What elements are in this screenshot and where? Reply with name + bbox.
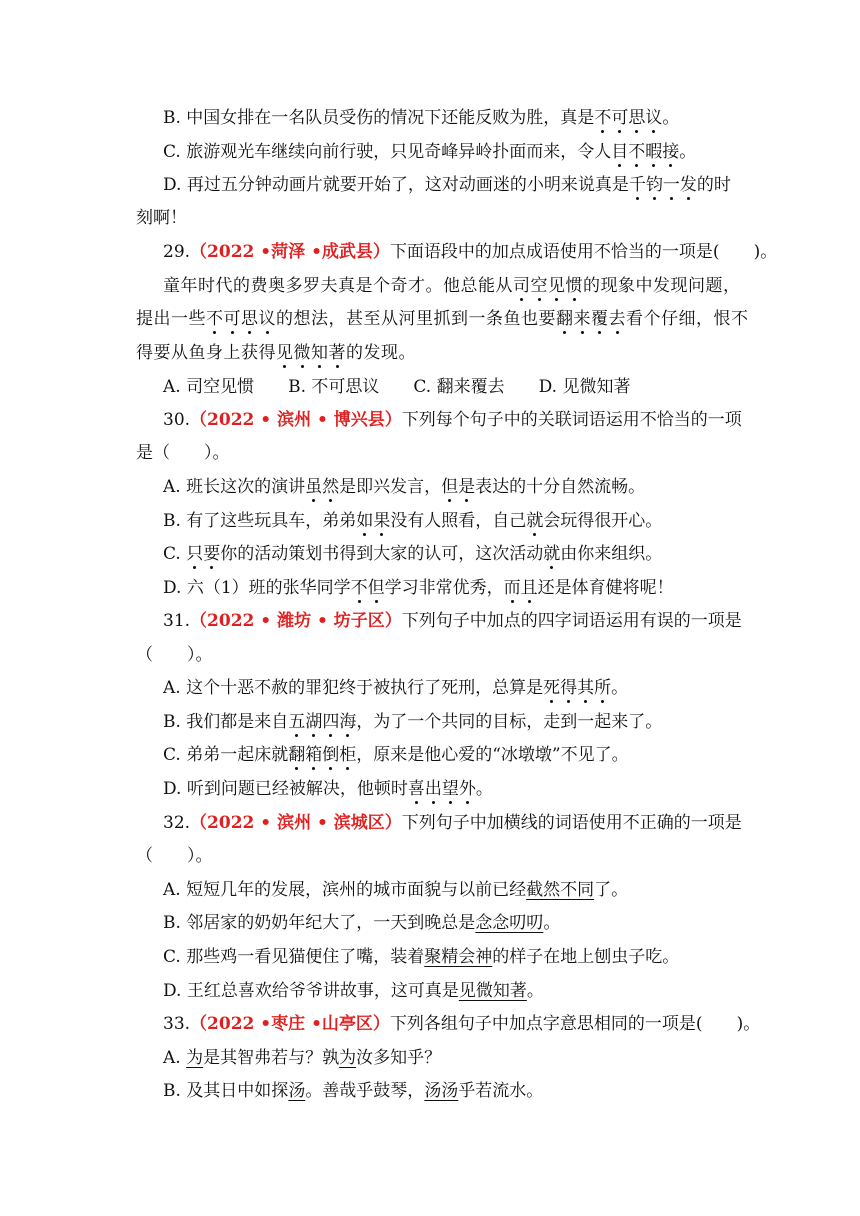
q30-stem-cont: 是（ ）。 [136,443,230,463]
q33-option-b: B. 及其日中如探汤。善哉乎鼓琴，汤汤乎若流水。 [163,1081,544,1101]
q28-option-b: B. 中国女排在一名队员受伤的情况下还能反败为胜，真是不可思议。 [163,108,680,128]
q29-passage-line-1: 童年时代的费奥多罗夫真是个奇才。他总能从司空见惯的现象中发现问题， [163,276,741,296]
q29-passage-line-3: 得要从鱼身上获得见微知著的发现。 [136,343,416,363]
q31-option-a: A. 这个十恶不赦的罪犯终于被执行了死刑，总算是死得其所。 [163,678,629,698]
q32-option-c: C. 那些鸡一看见猫便住了嘴，装着聚精会神的样子在地上刨虫子吃。 [163,947,680,967]
q30-option-a: A. 班长这次的演讲虽然是即兴发言，但是表达的十分自然流畅。 [163,477,646,497]
q33-option-a: A. 为是其智弗若与？孰为汝多知乎？ [163,1048,442,1068]
q30-option-b: B. 有了这些玩具车，弟弟如果没有人照看，自己就会玩得很开心。 [163,511,663,531]
q31-option-b: B. 我们都是来自五湖四海，为了一个共同的目标，走到一起来了。 [163,712,663,732]
q30-option-d: D. 六（1）班的张华同学不但学习非常优秀，而且还是体育健将呢！ [163,578,674,598]
q31-option-d: D. 听到问题已经被解决，他顿时喜出望外。 [163,779,493,799]
q29-options: A. 司空见惯 B. 不可思议 C. 翻来覆去 D. 见微知著 [163,377,631,397]
q29-stem: 29.（2022 •菏泽 •成武县）下面语段中的加点成语使用不恰当的一项是( )。 [163,242,778,262]
q32-stem-cont: （ ）。 [136,846,213,866]
q32-option-a: A. 短短几年的发展，滨州的城市面貌与以前已经截然不同了。 [163,880,629,900]
q30-stem: 30.（2022 • 滨州 • 博兴县）下列每个句子中的关联词语运用不恰当的一项 [163,410,742,430]
q32-option-b: B. 邻居家的奶奶年纪大了，一天到晚总是念念叨叨。 [163,913,561,933]
q31-option-c: C. 弟弟一起床就翻箱倒柜，原来是他心爱的“冰墩墩”不见了。 [163,745,629,765]
q32-stem: 32.（2022 • 滨州 • 滨城区）下列句子中加横线的词语使用不正确的一项是 [163,813,742,833]
q32-option-d: D. 王红总喜欢给爷爷讲故事，这可真是见微知著。 [163,981,544,1001]
q31-stem-cont: （ ）。 [136,645,213,665]
q28-option-d-cont: 刻啊！ [136,208,187,228]
q29-passage-line-2: 提出一些不可思议的想法，甚至从河里抓到一条鱼也要翻来覆去看个仔细，恨不 [136,309,749,329]
q28-option-c: C. 旅游观光车继续向前行驶，只见奇峰异岭扑面而来，令人目不暇接。 [163,142,697,162]
q30-option-c: C. 只要你的活动策划书得到大家的认可，这次活动就由你来组织。 [163,544,663,564]
q28-option-d: D. 再过五分钟动画片就要开始了，这对动画迷的小明来说真是千钧一发的时 [163,175,731,195]
q33-stem: 33.（2022 •枣庄 •山亭区）下列各组句子中加点字意思相同的一项是( )。 [163,1014,761,1034]
q31-stem: 31.（2022 • 潍坊 • 坊子区）下列句子中加点的四字词语运用有误的一项是 [163,611,742,631]
